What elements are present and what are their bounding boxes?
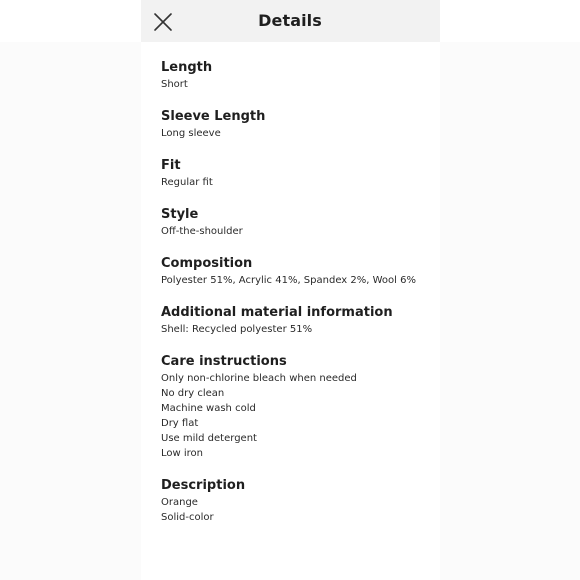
section-value: Off-the-shoulder <box>161 226 243 237</box>
section-title: Length <box>161 60 213 75</box>
section-title: Sleeve Length <box>161 109 266 124</box>
section-style <box>161 206 436 239</box>
section-title: Fit <box>161 158 181 173</box>
section-title: Additional material information <box>161 305 393 320</box>
section-value: Polyester 51%, Acrylic 41%, Spandex 2%, Wool 6% <box>161 275 416 286</box>
section-title: Composition <box>161 256 253 271</box>
section-length <box>161 59 436 92</box>
section-care-instructions <box>161 353 436 461</box>
section-sleeve-length <box>161 108 436 141</box>
section-value: Only non-chlorine bleach when needed <box>161 373 357 384</box>
section-value: Solid-color <box>161 512 214 523</box>
section-value: Short <box>161 79 188 90</box>
section-value: Low iron <box>161 448 203 459</box>
section-value: Machine wash cold <box>161 403 256 414</box>
section-description <box>161 477 436 525</box>
section-value: Orange <box>161 497 198 508</box>
details-list <box>161 59 436 541</box>
section-composition <box>161 255 436 288</box>
section-value: No dry clean <box>161 388 225 399</box>
right-margin <box>440 0 580 580</box>
section-value: Long sleeve <box>161 128 221 139</box>
page-title: Details <box>258 11 322 30</box>
section-fit <box>161 157 436 190</box>
left-margin <box>0 0 141 580</box>
section-title: Care instructions <box>161 354 287 369</box>
section-title: Description <box>161 478 246 493</box>
section-value: Shell: Recycled polyester 51% <box>161 324 313 335</box>
section-value: Dry flat <box>161 418 199 429</box>
section-value: Use mild detergent <box>161 433 257 444</box>
header-bar <box>0 0 580 42</box>
section-title: Style <box>161 207 199 222</box>
section-additional-material <box>161 304 436 337</box>
section-value: Regular fit <box>161 177 213 188</box>
